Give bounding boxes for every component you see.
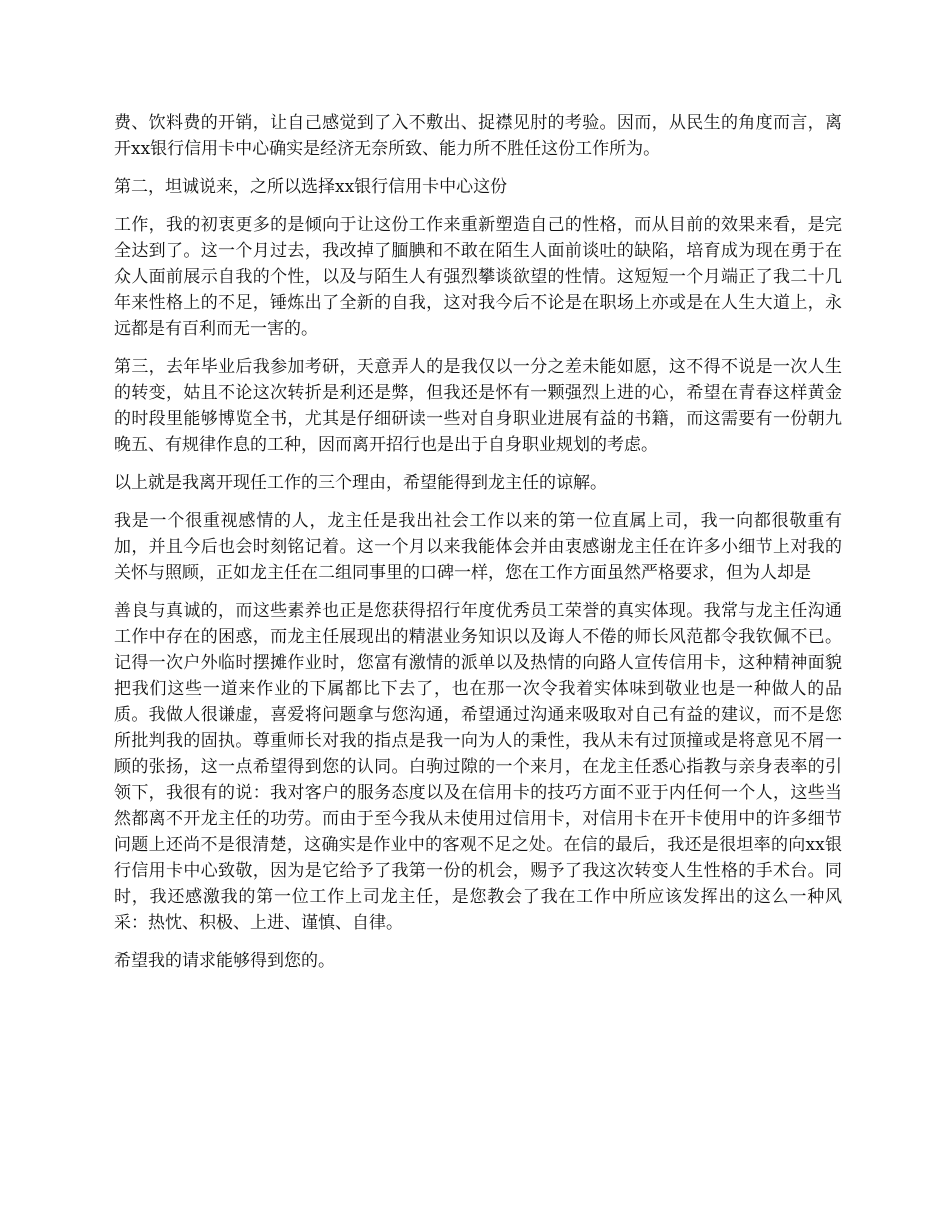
paragraph-gratitude: 我是一个很重视感情的人，龙主任是我出社会工作以来的第一位直属上司，我一向都很敬重有加，并且今后也会时刻铭记着。这一个月以来我能体会并由衷感谢龙主任在许多小细节上对我的关怀与照顾，正如龙主任在二组同事里的口碑一样，您在工作方面虽然严格要求，但为人却是 bbox=[114, 511, 842, 583]
paragraph-expenses: 费、饮料费的开销，让自己感觉到了入不敷出、捉襟见肘的考验。因而，从民生的角度而言，离开xx银行信用卡中心确实是经济无奈所致、能力所不胜任这份工作所为。 bbox=[114, 113, 842, 159]
paragraph-personality: 工作，我的初衷更多的是倾向于让这份工作来重新塑造自己的性格，而从目前的效果来看，是完全达到了。这一个月过去，我改掉了腼腆和不敢在陌生人面前谈吐的缺陷，培育成为现在勇于在众人面前展示自我的个性，以及与陌生人有强烈攀谈欲望的性情。这短短一个月端正了我二十几年来性格上的不足，锤炼出了全新的自我，这对我今后不论是在职场上亦或是在人生大道上，永远都是有百利而无一害的。 bbox=[114, 215, 842, 339]
paragraph-summary: 以上就是我离开现任工作的三个理由，希望能得到龙主任的谅解。 bbox=[114, 473, 607, 493]
paragraph-closing: 希望我的请求能够得到您的。 bbox=[114, 951, 335, 971]
paragraph-praise: 善良与真诚的，而这些素养也正是您获得招行年度优秀员工荣誉的真实体现。我常与龙主任沟通工作中存在的困惑，而龙主任展现出的精湛业务知识以及诲人不倦的师长风范都令我钦佩不已。记得一次户外临时摆摊作业时，您富有激情的派单以及热情的向路人宣传信用卡，这种精神面貌把我们这些一道来作业的下属都比下去了，也在那一次令我着实体味到敬业也是一种做人的品质。我做人很谦虚，喜爱将问题拿与您沟通，希望通过沟通来吸取对自己有益的建议，而不是您所批判我的固执。尊重师长对我的指点是我一向为人的秉性，我从未有过顶撞或是将意见不屑一顾的张扬，这一点希望得到您的认同。白驹过隙的一个来月，在龙主任悉心指教与亲身表率的引领下，我很有的说：我对客户的服务态度以及在信用卡的技巧方面不亚于内任何一个人，这些当然都离不开龙主任的功劳。而由于至今我从未使用过信用卡，对信用卡在开卡使用中的许多细节问题上还尚不是很清楚，这确实是作业中的客观不足之处。在信的最后，我还是很坦率的向xx银行信用卡中心致敬，因为是它给予了我第一份的机会，赐予了我这次转变人生性格的手术台。同时，我还感激我的第一位工作上司龙主任，是您教会了我在工作中所应该发挥出的这么一种风采：热忱、积极、上进、谨慎、自律。 bbox=[114, 601, 842, 933]
paragraph-second-reason-intro: 第二，坦诚说来，之所以选择xx银行信用卡中心这份 bbox=[114, 177, 508, 197]
document-body bbox=[114, 110, 842, 986]
paragraph-third-reason: 第三，去年毕业后我参加考研，天意弄人的是我仅以一分之差未能如愿，这不得不说是一次人生的转变，姑且不论这次转折是利还是弊，但我还是怀有一颗强烈上进的心，希望在青春这样黄金的时段里能够博览全书，尤其是仔细研读一些对自身职业进展有益的书籍，而这需要有一份朝九晚五、有规律作息的工种，因而离开招行也是出于自身职业规划的考虑。 bbox=[114, 357, 842, 455]
